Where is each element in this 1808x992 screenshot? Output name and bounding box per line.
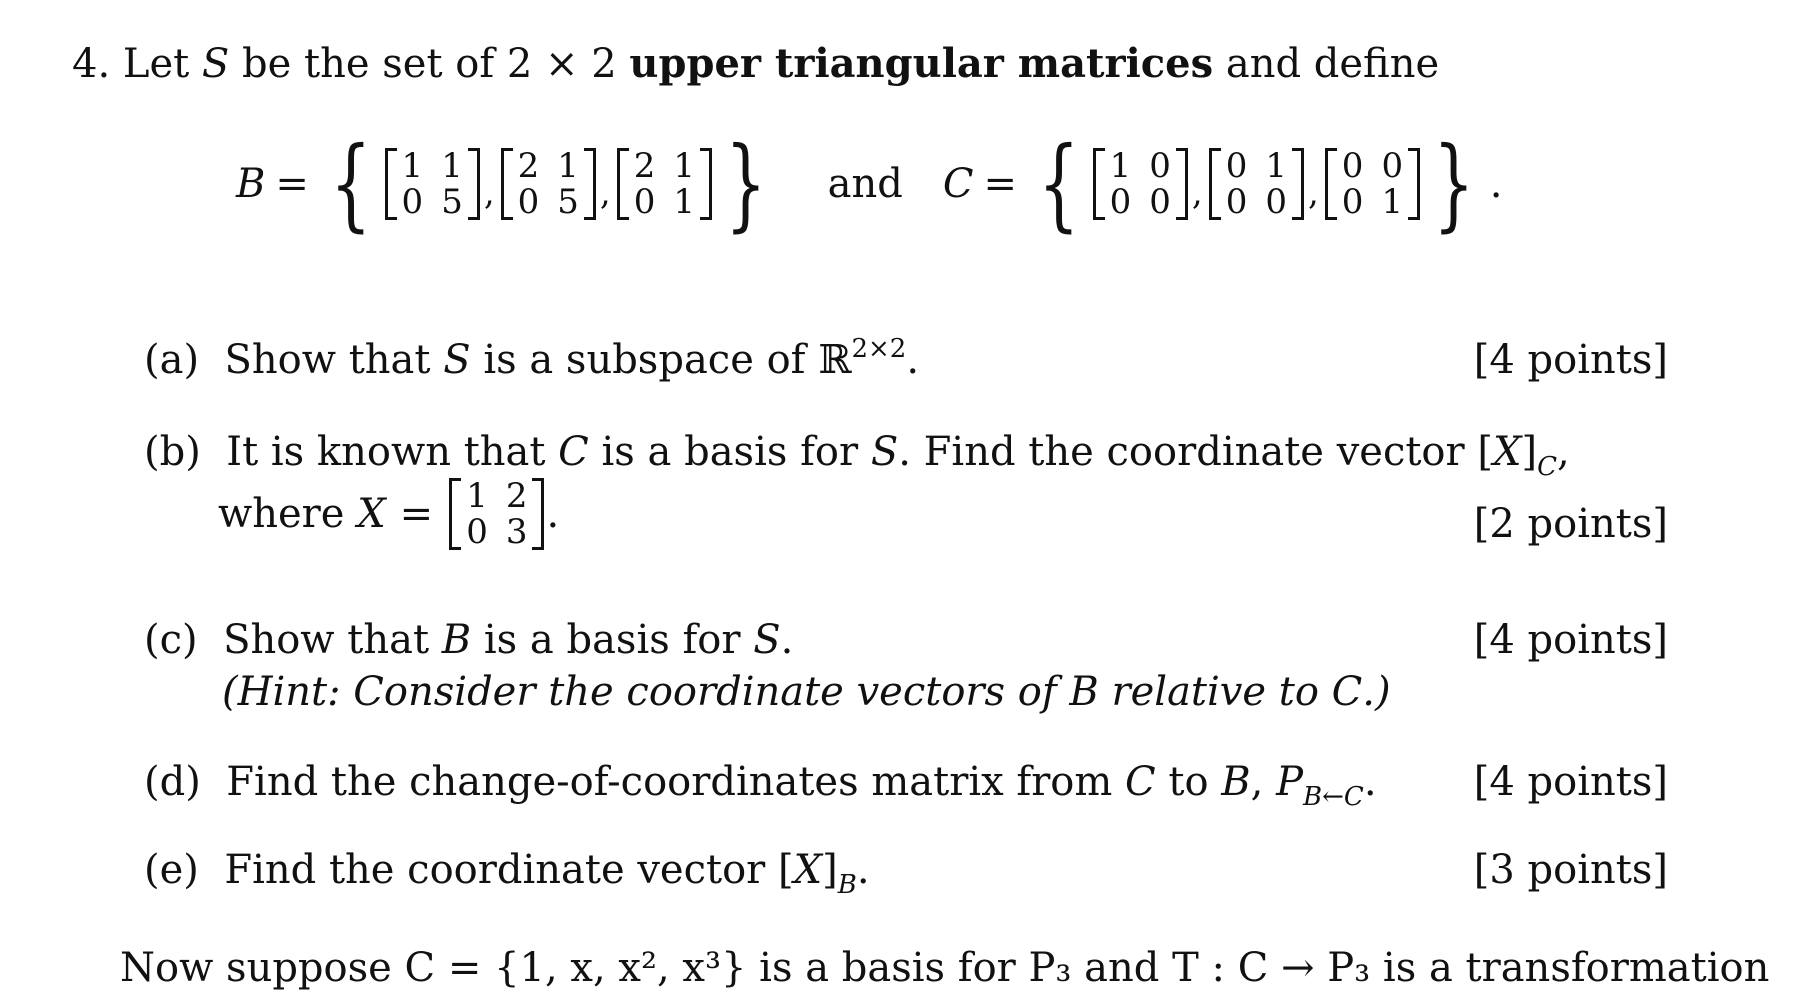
basis-C-matrices <box>1091 148 1422 220</box>
hint-c <box>222 668 1391 716</box>
where-word: where <box>218 491 345 537</box>
intro-text-2: be the set of 2 × 2 <box>242 41 617 87</box>
part-text: to <box>1168 759 1209 805</box>
set-S: S <box>443 337 471 383</box>
matrix-entry: 5 <box>441 182 463 222</box>
matrix-entry: 3 <box>505 512 528 552</box>
points-c: [4 points] <box>1473 617 1668 663</box>
intro-text-3: and define <box>1225 41 1440 87</box>
matrix-entry: 2 <box>517 146 540 186</box>
comma: , <box>483 173 495 213</box>
matrix-X: X <box>793 847 823 893</box>
bold-phrase: upper triangular matrices <box>629 40 1214 87</box>
equals-sign: = <box>983 161 1017 207</box>
hint-text: relative to <box>1111 669 1319 715</box>
matrix-entry: 1 <box>557 146 579 186</box>
matrix-entry: 0 <box>633 182 656 222</box>
right-brace: } <box>725 125 767 242</box>
period: . <box>780 617 794 663</box>
part-text: Find the coordinate vector [ <box>224 847 794 893</box>
matrix-B <box>501 148 596 220</box>
comma: , <box>1191 173 1203 213</box>
part-e <box>144 846 870 899</box>
matrix-C <box>1209 148 1304 220</box>
points-e: [3 points] <box>1473 847 1668 893</box>
matrix-entry: 2 <box>505 476 528 516</box>
matrix-entry: 1 <box>673 182 696 222</box>
set-S: S <box>753 617 781 663</box>
hint-text: .) <box>1362 669 1391 715</box>
part-a <box>144 336 919 389</box>
matrix-entry: 1 <box>441 146 463 186</box>
part-label: (c) <box>144 617 198 663</box>
matrix-entry: 1 <box>401 146 424 186</box>
part-b <box>144 428 1570 481</box>
intro-text: Let <box>122 41 190 87</box>
matrix-entry: 2 <box>633 146 656 186</box>
comma: , <box>1250 759 1264 805</box>
matrix-B <box>385 148 480 220</box>
hint-text: (Hint: Consider the coordinate vectors of <box>222 669 1057 715</box>
part-text: Find the change-of-coordinates matrix from <box>226 759 1113 805</box>
period: . <box>1363 759 1377 805</box>
part-label: (a) <box>144 337 200 383</box>
matrix-X: X <box>357 491 386 537</box>
matrix-C <box>1093 148 1188 220</box>
bracket: ] <box>822 847 838 893</box>
matrix-entry: 0 <box>401 182 424 222</box>
matrix-C <box>1325 148 1420 220</box>
and-word: and <box>827 161 903 207</box>
part-c <box>144 616 793 664</box>
matrix-entry: 1 <box>1109 146 1132 186</box>
matrix-entry: 0 <box>1149 146 1171 186</box>
basis-C-symbol: C <box>1331 669 1363 715</box>
part-text: Show that <box>223 617 430 663</box>
points-b: [2 points] <box>1473 501 1668 547</box>
basis-B-symbol: B <box>1069 669 1099 715</box>
basis-C-symbol: C <box>942 161 974 207</box>
matrix-entry: 5 <box>557 182 579 222</box>
part-b-where <box>218 478 559 550</box>
period: . <box>1489 161 1503 207</box>
part-text: is a basis for <box>601 429 859 475</box>
comma: , <box>1556 429 1570 475</box>
period: . <box>546 491 560 537</box>
points-d: [4 points] <box>1473 759 1668 805</box>
basis-C-symbol: C <box>1125 759 1156 805</box>
cutoff-text: Now suppose C = {1, x, x², x³} is a basis for P₃ and T : C → P₃ is a transformation <box>120 945 1770 991</box>
part-label: (b) <box>144 429 201 475</box>
matrix-entry: 0 <box>1225 182 1248 222</box>
part-label: (d) <box>144 759 201 805</box>
left-brace: { <box>1038 125 1080 242</box>
basis-B-symbol: B <box>441 617 472 663</box>
basis-C-symbol: C <box>558 429 589 475</box>
matrix-P: P <box>1276 759 1304 805</box>
matrix-entry: 0 <box>1265 182 1287 222</box>
part-label: (e) <box>144 847 199 893</box>
basis-B-matrices <box>383 148 714 220</box>
matrix-X: X <box>1492 429 1522 475</box>
period: . <box>856 847 870 893</box>
matrix-entry: 0 <box>1225 146 1248 186</box>
problem-intro <box>72 40 1439 88</box>
matrix-B <box>617 148 712 220</box>
points-a: [4 points] <box>1473 337 1668 383</box>
set-definitions <box>236 124 1502 244</box>
exponent: 2×2 <box>851 334 907 364</box>
matrix-X-values <box>447 478 546 550</box>
reals-symbol: ℝ <box>818 337 852 383</box>
matrix-entry: 0 <box>466 512 488 552</box>
problem-number: 4. <box>72 41 111 87</box>
subscript: C <box>1537 452 1557 482</box>
matrix-entry: 0 <box>517 182 540 222</box>
bracket: ] <box>1521 429 1538 475</box>
matrix-entry: 1 <box>1381 182 1404 222</box>
part-text: Show that <box>224 337 431 383</box>
right-brace: } <box>1433 125 1475 242</box>
part-d <box>144 758 1377 811</box>
matrix-entry: 0 <box>1381 146 1404 186</box>
set-S: S <box>870 429 899 475</box>
period: . <box>906 337 920 383</box>
basis-B-symbol: B <box>236 161 266 207</box>
matrix-X <box>449 478 544 550</box>
comma: , <box>599 173 611 213</box>
matrix-entry: 0 <box>1149 182 1171 222</box>
matrix-entry: 0 <box>1341 182 1364 222</box>
part-text: It is known that <box>226 429 546 475</box>
basis-B-symbol: B <box>1221 759 1251 805</box>
matrix-entry: 0 <box>1109 182 1132 222</box>
set-S: S <box>201 41 230 87</box>
matrix-entry: 1 <box>1265 146 1287 186</box>
matrix-entry: 0 <box>1341 146 1364 186</box>
comma: , <box>1307 173 1319 213</box>
part-text: is a subspace of <box>483 337 806 383</box>
matrix-entry: 1 <box>673 146 696 186</box>
left-brace: { <box>330 125 372 242</box>
equals-sign: = <box>275 161 309 207</box>
part-text: is a basis for <box>483 617 741 663</box>
subscript: B←C <box>1303 782 1364 812</box>
equals-sign: = <box>399 491 434 537</box>
subscript: B <box>837 870 857 900</box>
matrix-entry: 1 <box>466 476 488 516</box>
part-text: . Find the coordinate vector [ <box>898 429 1493 475</box>
